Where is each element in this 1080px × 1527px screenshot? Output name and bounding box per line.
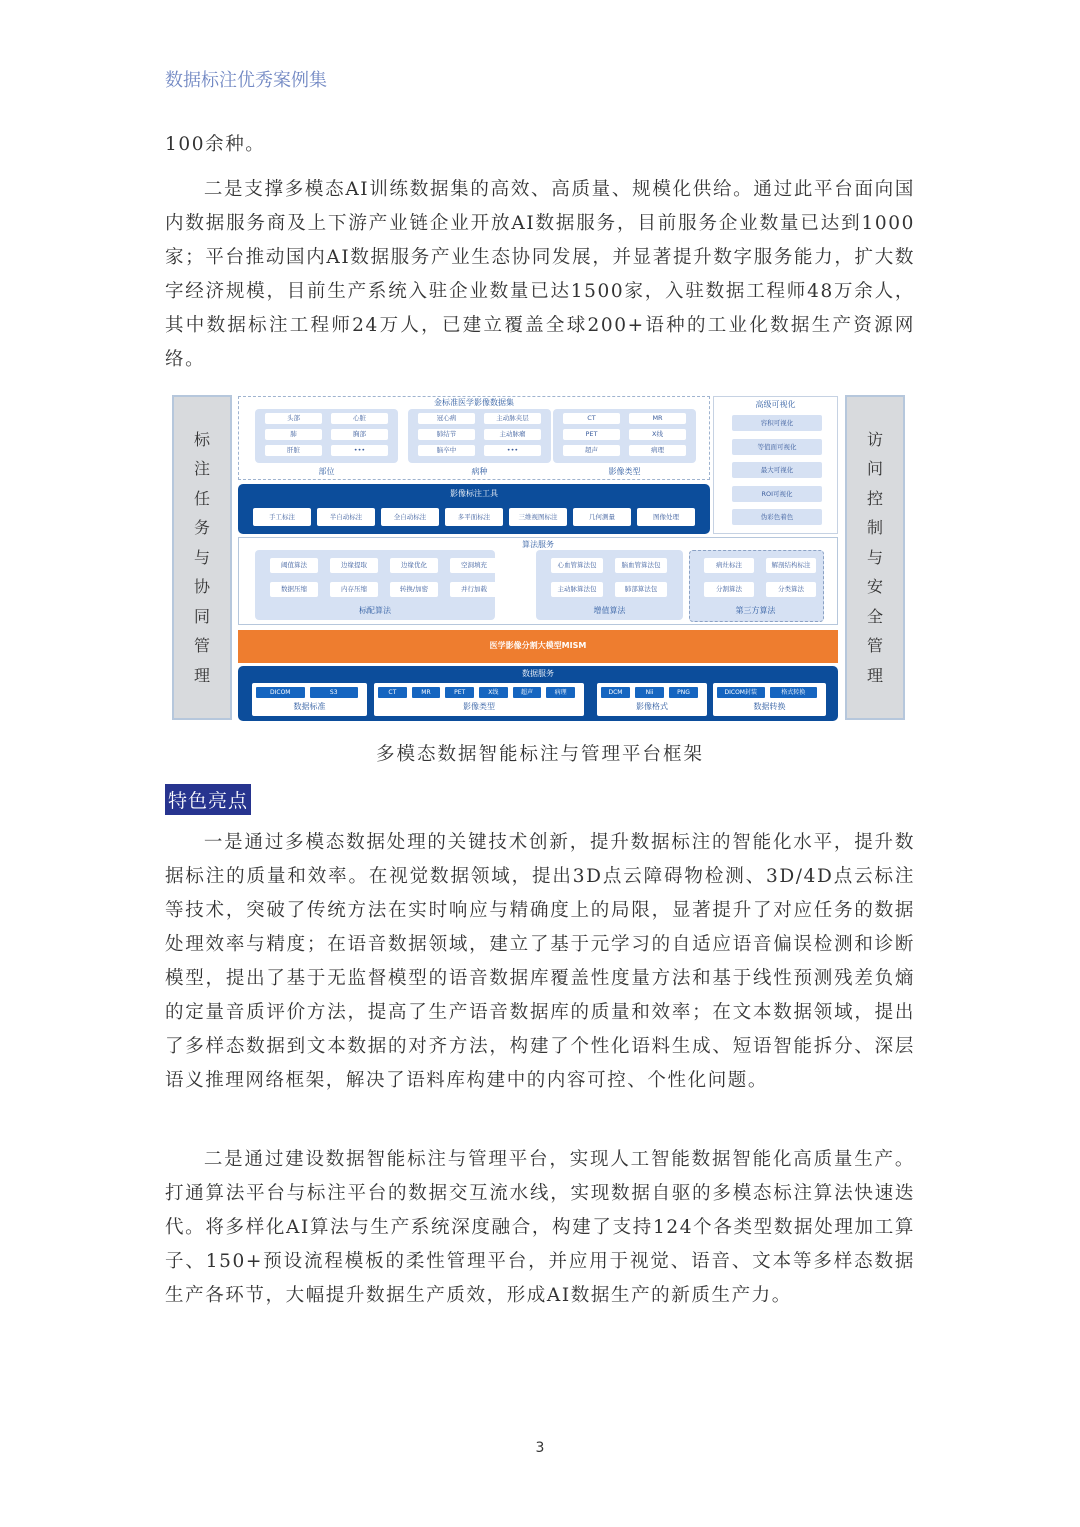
dataset-chip: 冠心病 [418, 413, 475, 424]
section-heading: 特色亮点 [165, 784, 251, 815]
algo-chip: 内存压缩 [330, 582, 378, 597]
dataset-chip: 肺结节 [418, 429, 475, 440]
data-chip: CT [378, 687, 407, 698]
dataset-chip: ••• [484, 445, 541, 456]
side-char: 安 [866, 577, 883, 597]
vis-chip: 等值面可视化 [732, 439, 822, 455]
dataset-chip: 主动脉瘤 [484, 429, 541, 440]
algo-chip: 心血管算法包 [551, 558, 603, 573]
side-char: 标 [193, 429, 210, 449]
tool-chip: 手工标注 [253, 508, 311, 526]
dataset-chip: 超声 [563, 445, 620, 456]
right-side-bar [845, 395, 905, 720]
side-char: 与 [866, 547, 883, 567]
data-title: 数据服务 [522, 669, 554, 678]
dataset-chip: 胸部 [331, 429, 388, 440]
tool-chip: 图像处理 [637, 508, 695, 526]
tool-chip: 三维视图标注 [509, 508, 567, 526]
algo-chip: 分类算法 [766, 582, 816, 597]
algo-chip: 边缘优化 [390, 558, 438, 573]
data-chip: 格式转换 [770, 687, 818, 698]
data-group-label: 数据标准 [293, 702, 326, 711]
dataset-title: 金标准医学影像数据集 [434, 398, 514, 407]
dataset-chip: 脑卒中 [418, 445, 475, 456]
algo-title: 算法服务 [522, 540, 554, 549]
vis-chip: 最大可视化 [732, 462, 822, 478]
algo-chip: 病灶标注 [704, 558, 754, 573]
dataset-chip: CT [563, 413, 620, 424]
side-char: 控 [866, 488, 883, 508]
data-chip: Nii [635, 687, 664, 698]
dataset-chip: 头部 [265, 413, 322, 424]
dataset-chip: ••• [331, 445, 388, 456]
algo-chip: 空洞填充 [450, 558, 498, 573]
dataset-chip: MR [629, 413, 686, 424]
dataset-chip: 心脏 [331, 413, 388, 424]
tool-chip: 多平面标注 [445, 508, 503, 526]
algo-group-label: 标配算法 [359, 606, 391, 615]
algo-chip: 脑血管算法包 [615, 558, 667, 573]
side-char: 务 [193, 518, 210, 538]
tool-chip: 几何测量 [573, 508, 631, 526]
running-header: 数据标注优秀案例集 [165, 70, 327, 91]
dataset-chip: X线 [629, 429, 686, 440]
model-label: 医学影像分割大模型MISM [489, 641, 587, 650]
algo-group-label: 第三方算法 [735, 606, 776, 615]
vis-chip: 容积可视化 [732, 415, 822, 431]
algo-chip: 解剖结构标注 [766, 558, 816, 573]
data-group-label: 影像格式 [636, 702, 668, 711]
data-chip: PET [445, 687, 474, 698]
side-char: 访 [866, 429, 883, 449]
dataset-chip: 主动脉夹层 [484, 413, 541, 424]
side-char: 全 [866, 606, 883, 626]
side-char: 注 [193, 459, 210, 479]
algo-chip: 边缘提取 [330, 558, 378, 573]
figure-caption: 多模态数据智能标注与管理平台框架 [375, 744, 704, 765]
data-chip: X线 [479, 687, 508, 698]
algo-chip: 肺部算法包 [615, 582, 667, 597]
vis-chip: ROI可视化 [732, 486, 822, 502]
dataset-chip: 病理 [629, 445, 686, 456]
side-char: 协 [193, 577, 210, 597]
side-char: 与 [193, 547, 210, 567]
side-char: 管 [193, 636, 210, 656]
vis-title: 高级可视化 [755, 400, 796, 409]
dataset-chip: 肺 [265, 429, 322, 440]
dataset-chip: 肝脏 [265, 445, 322, 456]
paragraph-0: 100余种。 [165, 134, 266, 155]
data-group-label: 影像类型 [463, 702, 495, 711]
side-char: 管 [866, 636, 883, 656]
algo-chip: 分割算法 [704, 582, 754, 597]
paragraph-1: 二是支撑多模态AI训练数据集的高效、高质量、规模化供给。通过此平台面向国内数据服务商及上下游产业链企业开放AI数据服务，目前服务企业数量已达到1000家；平台推动国内AI数据服务产业生态协同发展，并显著提升数字服务能力，扩大数字经济规模，目前生产系统入驻企业数量已达1500家，入驻数据工程师48万余人，其中数据标注工程师24万人，已建立覆盖全球200+语种的工业化数据生产资源网络。 [165, 179, 915, 370]
dataset-group-label: 病种 [471, 467, 488, 476]
side-char: 制 [866, 518, 883, 538]
algo-group-label: 增值算法 [593, 606, 626, 615]
data-chip: DICOM [256, 687, 305, 698]
paragraph-3: 二是通过建设数据智能标注与管理平台，实现人工智能数据智能化高质量生产。打通算法平台与标注平台的数据交互流水线，实现数据自驱的多模态标注算法快速迭代。将多样化AI算法与生产系统深度融合，构建了支持124个各类型数据处理加工算子、150+预设流程模板的柔性管理平台，并应用于视觉、语音、文本等多样态数据生产各环节，大幅提升数据生产质效，形成AI数据生产的新质生产力。 [165, 1149, 915, 1306]
data-chip: DICOM封装 [717, 687, 765, 698]
dataset-group-label: 部位 [318, 467, 335, 476]
side-char: 任 [193, 488, 210, 508]
tools-title: 影像标注工具 [450, 489, 498, 498]
data-chip: 超声 [513, 687, 542, 698]
algo-chip: 转换/加密 [390, 582, 438, 597]
data-chip: MR [412, 687, 441, 698]
data-chip: DCM [601, 687, 630, 698]
data-chip: PNG [669, 687, 698, 698]
algo-chip: 主动脉算法包 [551, 582, 603, 597]
vis-chip: 伪彩色着色 [732, 509, 822, 525]
dataset-group-label: 影像类型 [608, 467, 641, 476]
data-chip: 病理 [546, 687, 575, 698]
paragraph-2: 一是通过多模态数据处理的关键技术创新，提升数据标注的智能化水平，提升数据标注的质量和效率。在视觉数据领域，提出3D点云障碍物检测、3D/4D点云标注等技术，突破了传统方法在实时响应与精确度上的局限，显著提升了对应任务的数据处理效率与精度；在语音数据领域，建立了基于元学习的自适应语音偏误检测和诊断模型，提出了基于无监督模型的语音数据库覆盖性度量方法和基于线性预测残差负熵的定量音质评价方法，提高了生产语音数据库的质量和效率；在文本数据领域，提出了多样态数据到文本数据的对齐方法，构建了个性化语料生成、短语智能拆分、深层语义推理网络框架，解决了语料库构建中的内容可控、个性化问题。 [165, 832, 915, 1091]
side-char: 同 [193, 606, 210, 626]
side-char: 问 [866, 459, 883, 479]
tool-chip: 全自动标注 [381, 508, 439, 526]
data-chip: S3 [310, 687, 359, 698]
tool-chip: 半自动标注 [317, 508, 375, 526]
algo-chip: 数据压缩 [270, 582, 318, 597]
data-group-label: 数据转换 [753, 702, 786, 711]
dataset-chip: PET [563, 429, 620, 440]
side-char: 理 [866, 665, 883, 685]
page-number: 3 [535, 1440, 545, 1456]
algo-chip: 并行加载 [450, 582, 498, 597]
left-side-bar [172, 395, 232, 720]
side-char: 理 [193, 665, 210, 685]
algo-chip: 阈值算法 [270, 558, 318, 573]
